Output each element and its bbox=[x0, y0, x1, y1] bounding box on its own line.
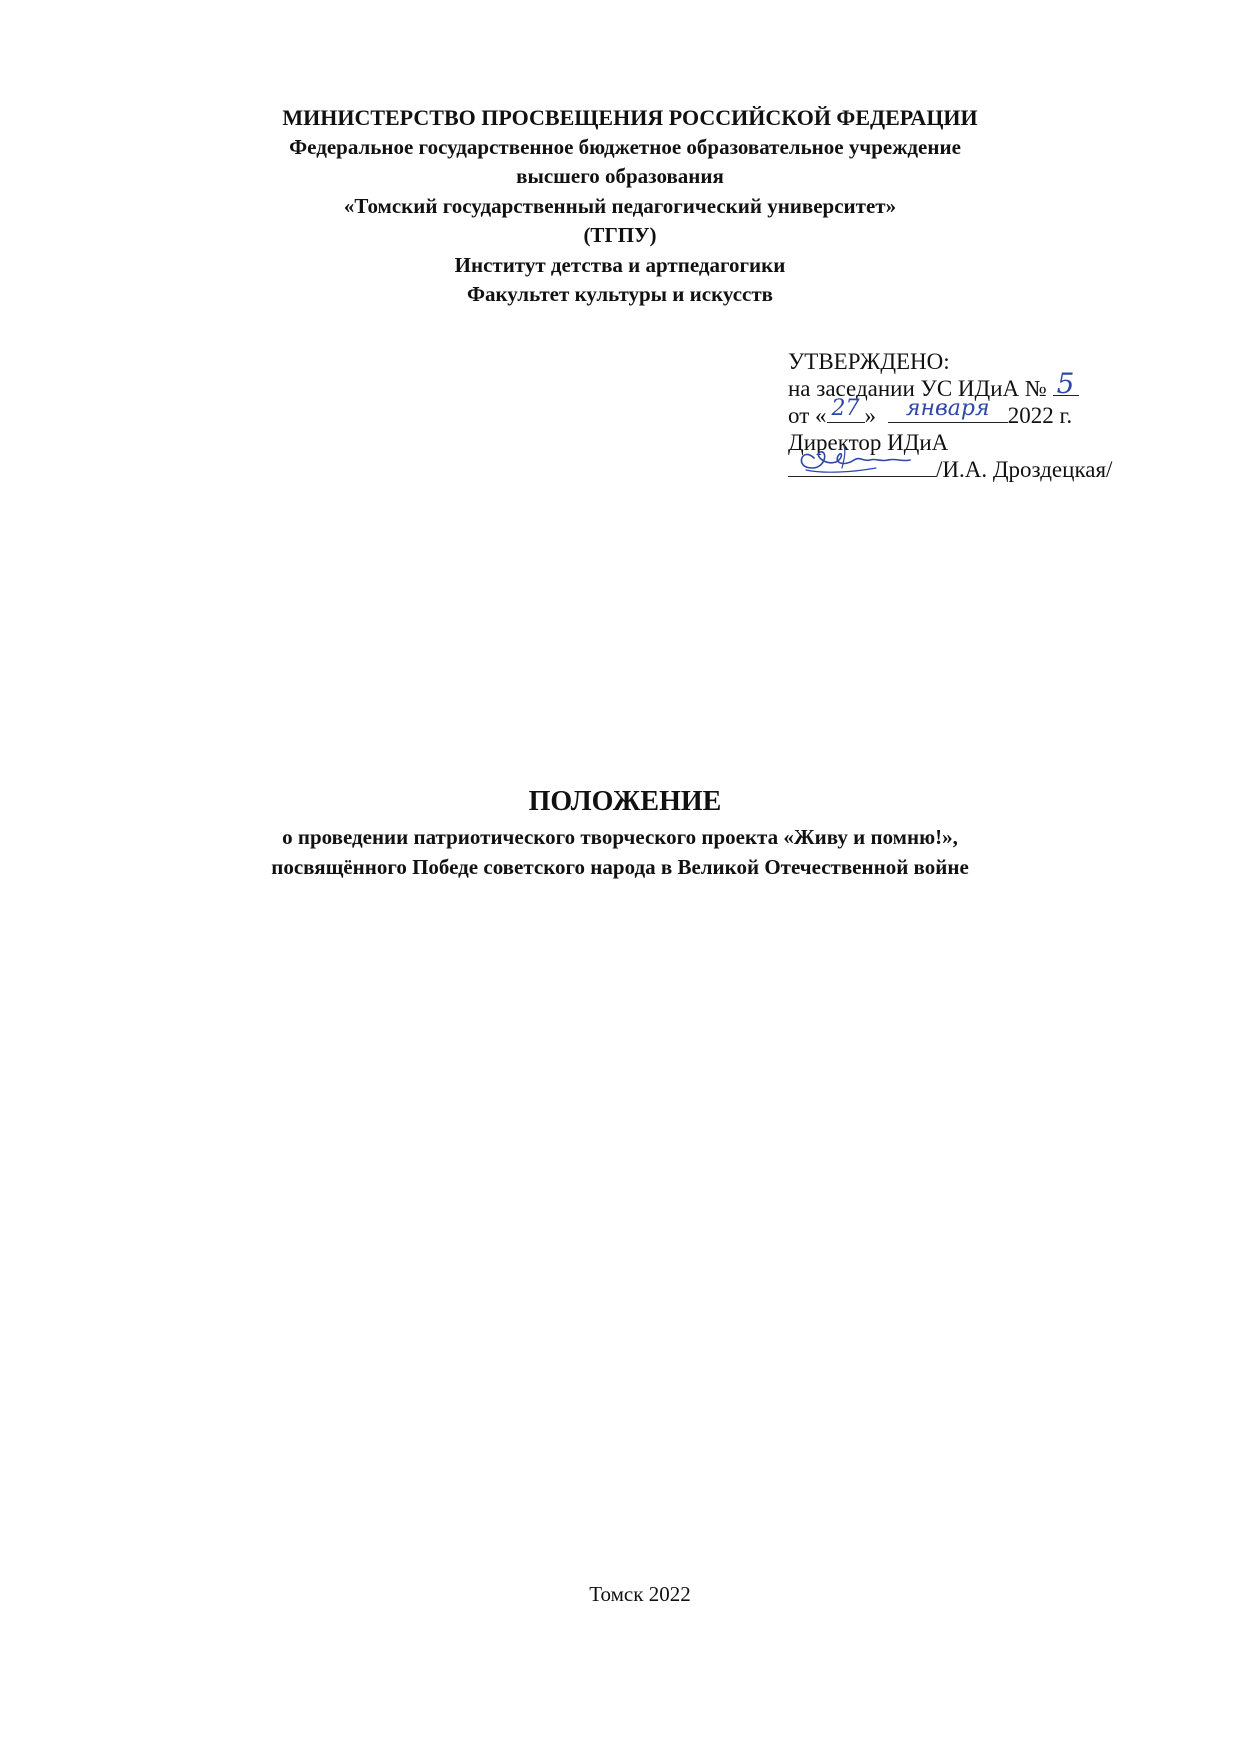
approval-date-line bbox=[788, 396, 1148, 429]
approval-stamp-block bbox=[788, 348, 1148, 483]
faculty-name: Факультет культуры и искусств bbox=[466, 282, 774, 306]
date-year: 2022 г. bbox=[1007, 403, 1073, 428]
director-title-line: Директор ИДиА bbox=[788, 430, 949, 455]
place-and-year: Томск 2022 bbox=[589, 1582, 691, 1606]
institution-type-line: Федеральное государственное бюджетное образовательное учреждение bbox=[289, 134, 961, 159]
approval-heading: УТВЕРЖДЕНО: bbox=[788, 349, 950, 374]
document-subtitle-line1: о проведении патриотического творческого проекта «Живу и помню!», bbox=[282, 825, 958, 849]
document-header bbox=[0, 103, 1240, 310]
signature-field bbox=[788, 456, 936, 477]
director-name: /И.А. Дроздецкая/ bbox=[936, 457, 1113, 482]
meeting-label: на заседании УС ИДиА № bbox=[788, 376, 1047, 401]
date-month-field bbox=[888, 396, 1008, 423]
university-abbreviation: (ТГПУ) bbox=[583, 223, 657, 247]
document-title: ПОЛОЖЕНИЕ bbox=[528, 786, 722, 817]
meeting-number-field bbox=[1053, 367, 1079, 400]
handwritten-meeting-number: 5 bbox=[1056, 367, 1075, 400]
handwritten-month: января bbox=[905, 396, 990, 421]
date-day-field bbox=[827, 396, 865, 423]
education-level-line: высшего образования bbox=[516, 164, 724, 188]
document-title-block bbox=[0, 782, 1240, 882]
university-name: «Томский государственный педагогический университет» bbox=[343, 193, 897, 218]
handwritten-signature-icon bbox=[784, 438, 934, 478]
handwritten-day: 27 bbox=[831, 396, 860, 421]
date-close-quote: » bbox=[864, 403, 876, 428]
ministry-name: МИНИСТЕРСТВО ПРОСВЕЩЕНИЯ РОССИЙСКОЙ ФЕДЕРАЦИИ bbox=[282, 105, 978, 130]
date-open-quote: от « bbox=[788, 403, 827, 428]
institute-name: Институт детства и артпедагогики bbox=[454, 252, 786, 277]
document-subtitle-line2: посвящённого Победе советского народа в Великой Отечественной войне bbox=[271, 855, 969, 879]
director-signature-line bbox=[788, 456, 1148, 483]
